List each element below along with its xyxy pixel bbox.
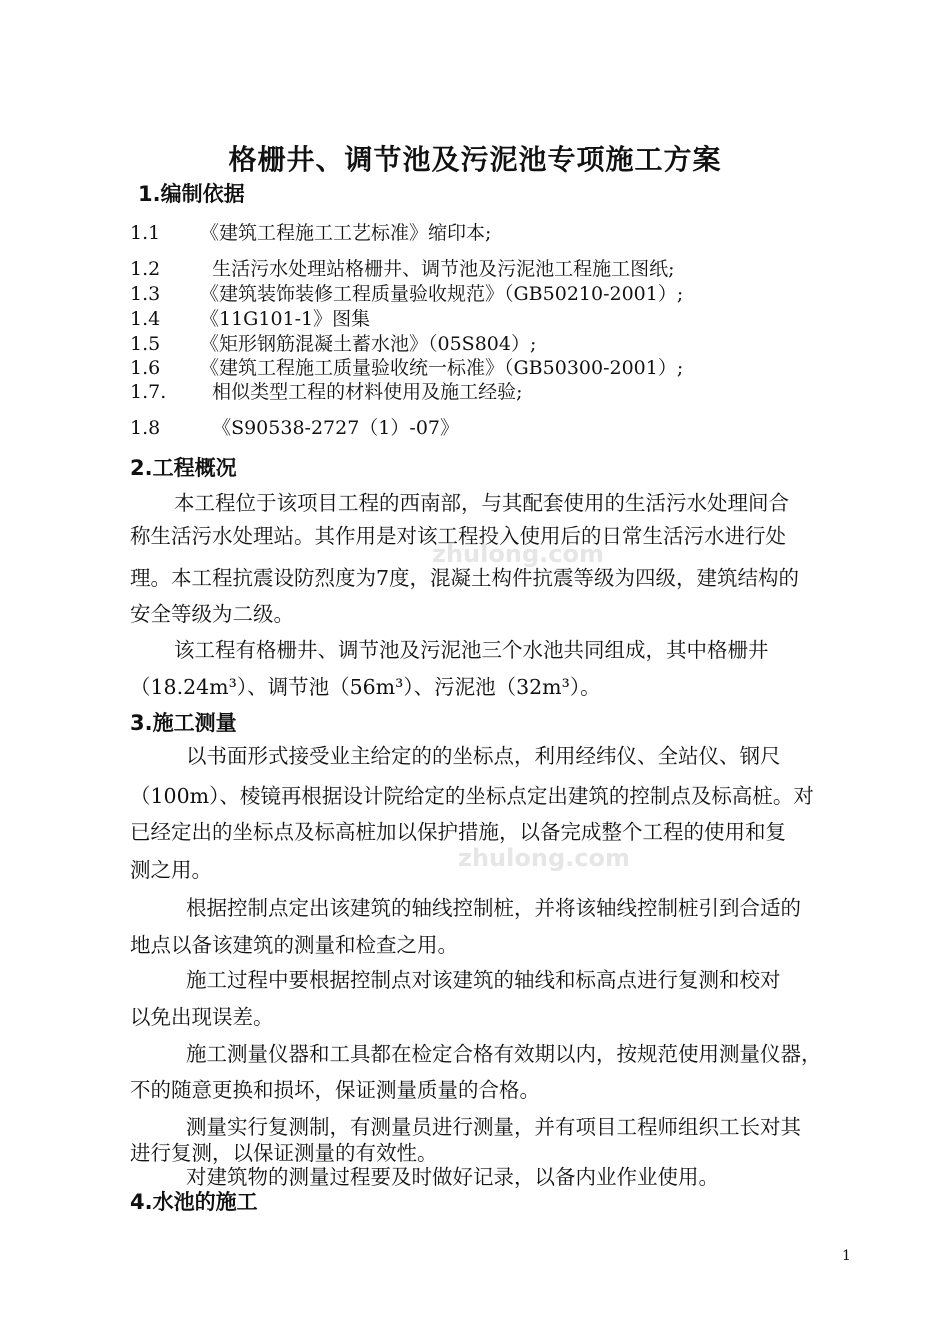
- reference-text: 生活污水处理站格栅井、调节池及污泥池工程施工图纸;: [200, 258, 675, 280]
- page-number: 1: [842, 1248, 851, 1264]
- paragraph-line: 施工过程中要根据控制点对该建筑的轴线和标高点进行复测和校对: [186, 968, 781, 992]
- paragraph-line: 地点以备该建筑的测量和检查之用。: [130, 933, 458, 957]
- reference-number: 1.7.: [130, 381, 167, 403]
- reference-number: 1.1: [130, 222, 161, 244]
- watermark: zhulong.com: [458, 844, 630, 872]
- reference-number: 1.5: [130, 333, 161, 355]
- document-title: 格栅井、调节池及污泥池专项施工方案: [228, 143, 722, 176]
- reference-text: 《建筑工程施工工艺标准》缩印本;: [200, 222, 492, 244]
- reference-item: [130, 377, 522, 404]
- reference-number: 1.4: [130, 308, 161, 330]
- paragraph-line: 测之用。: [130, 858, 212, 882]
- paragraph-line: （100m）、棱镜再根据设计院给定的坐标点定出建筑的控制点及标高桩。对: [130, 784, 814, 808]
- reference-number: 1.2: [130, 258, 161, 280]
- paragraph-line: 施工测量仪器和工具都在检定合格有效期以内，按规范使用测量仪器，: [186, 1042, 822, 1066]
- paragraph-line: 已经定出的坐标点及标高桩加以保护措施，以备完成整个工程的使用和复: [130, 820, 786, 844]
- reference-item: [130, 353, 683, 380]
- reference-number: 1.8: [130, 417, 161, 439]
- paragraph-line: 该工程有格栅井、调节池及污泥池三个水池共同组成，其中格栅井: [174, 638, 769, 662]
- watermark: zhulong.com: [432, 540, 604, 568]
- reference-item: [130, 413, 459, 440]
- reference-text: 《建筑装饰装修工程质量验收规范》（GB50210-2001）;: [200, 283, 684, 305]
- reference-text: 《建筑工程施工质量验收统一标准》（GB50300-2001）;: [200, 357, 684, 379]
- section-1-heading: 1.编制依据: [138, 182, 245, 206]
- section-3-heading: 3.施工测量: [130, 711, 237, 735]
- paragraph-line: 对建筑物的测量过程要及时做好记录，以备内业作业使用。: [186, 1165, 719, 1189]
- reference-item: [130, 218, 491, 245]
- reference-number: 1.6: [130, 357, 161, 379]
- paragraph-line: 测量实行复测制，有测量员进行测量，并有项目工程师组织工长对其: [186, 1115, 801, 1139]
- paragraph-line: 称生活污水处理站。其作用是对该工程投入使用后的日常生活污水进行处: [130, 524, 786, 548]
- reference-text: 相似类型工程的材料使用及施工经验;: [200, 381, 523, 403]
- paragraph-line: 本工程位于该项目工程的西南部，与其配套使用的生活污水处理间合: [174, 491, 789, 515]
- paragraph-line: 安全等级为二级。: [130, 602, 294, 626]
- section-2-heading: 2.工程概况: [130, 456, 237, 480]
- paragraph-line: 根据控制点定出该建筑的轴线控制桩，并将该轴线控制桩引到合适的: [186, 896, 801, 920]
- paragraph-line: 以免出现误差。: [130, 1005, 274, 1029]
- paragraph-line: 理。本工程抗震设防烈度为7度，混凝土构件抗震等级为四级，建筑结构的: [130, 566, 800, 590]
- reference-item: [130, 304, 370, 331]
- paragraph-line: 以书面形式接受业主给定的的坐标点，利用经纬仪、全站仪、钢尺: [186, 744, 781, 768]
- reference-number: 1.3: [130, 283, 161, 305]
- reference-text: 《矩形钢筋混凝土蓄水池》（05S804）;: [200, 333, 537, 355]
- reference-item: [130, 254, 674, 281]
- paragraph-line: 不的随意更换和损坏，保证测量质量的合格。: [130, 1078, 540, 1102]
- paragraph-line: 进行复测，以保证测量的有效性。: [130, 1141, 438, 1165]
- reference-item: [130, 279, 683, 306]
- reference-text: 《S90538-2727（1）-07》: [200, 417, 459, 439]
- reference-text: 《11G101-1》图集: [200, 308, 371, 330]
- section-4-heading: 4.水池的施工: [130, 1190, 258, 1214]
- paragraph-line: （18.24m³）、调节池（56m³）、污泥池（32m³）。: [130, 675, 601, 699]
- reference-item: [130, 329, 536, 356]
